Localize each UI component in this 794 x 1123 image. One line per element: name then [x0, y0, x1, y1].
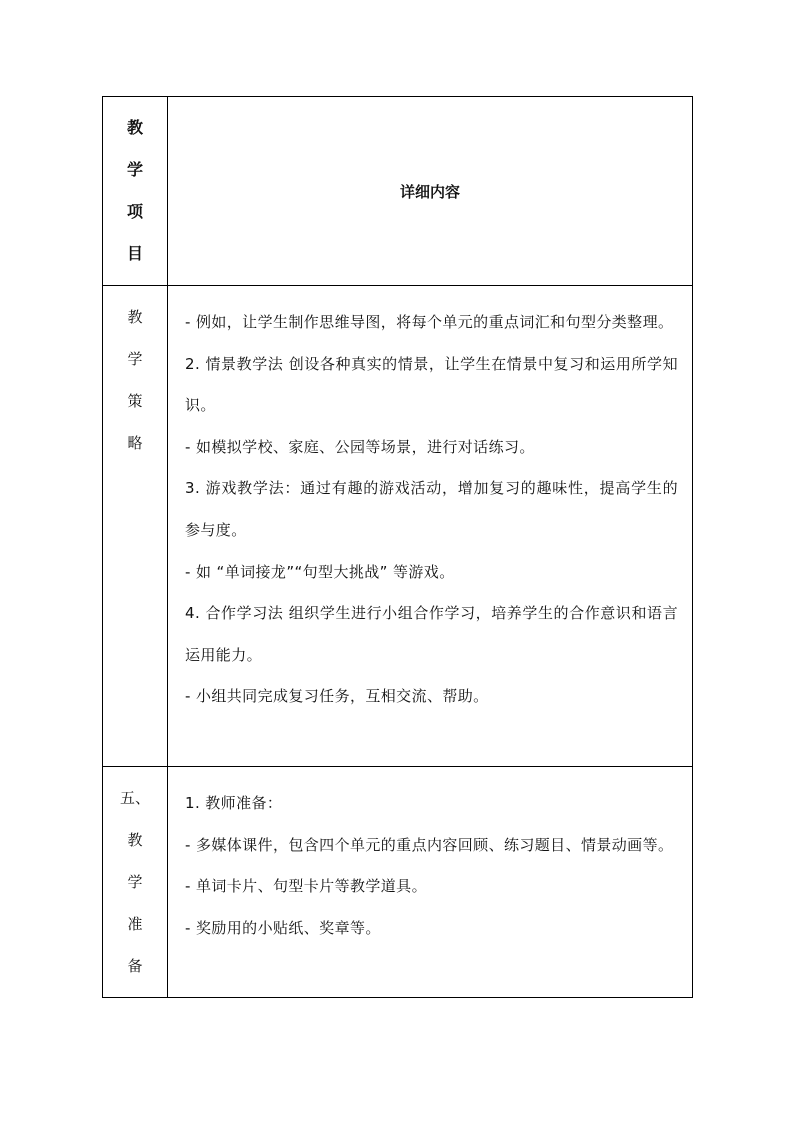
header-label-char: 教 — [126, 118, 143, 137]
header-label-char: 项 — [126, 202, 143, 221]
strategy-line: - 小组共同完成复习任务，互相交流、帮助。 — [185, 687, 489, 706]
strategy-content — [168, 286, 692, 732]
preparation-line: - 奖励用的小贴纸、奖章等。 — [185, 918, 381, 937]
preparation-label-char: 备 — [127, 957, 143, 975]
header-label — [103, 97, 167, 285]
strategy-label — [103, 286, 167, 474]
strategy-label-char: 教 — [127, 308, 143, 326]
strategy-line: 4. 合作学习法 组织学生进行小组合作学习，培养学生的合作意识和语言运用能力。 — [185, 604, 678, 664]
teaching-strategy-row — [103, 286, 693, 767]
preparation-label-char: 教 — [127, 831, 143, 849]
header-label-char: 学 — [126, 160, 143, 179]
preparation-line: - 单词卡片、句型卡片等教学道具。 — [185, 877, 427, 896]
preparation-content-cell — [168, 767, 693, 998]
preparation-line: - 多媒体课件，包含四个单元的重点内容回顾、练习题目、情景动画等。 — [185, 835, 674, 854]
table-header-row — [103, 97, 693, 286]
preparation-label-char: 五、 — [119, 789, 150, 807]
header-label-cell — [103, 97, 168, 286]
preparation-label-char: 准 — [127, 915, 143, 933]
strategy-label-cell — [103, 286, 168, 767]
teaching-preparation-row — [103, 767, 693, 998]
strategy-label-char: 学 — [127, 350, 143, 368]
preparation-content — [168, 767, 692, 963]
strategy-line: - 例如，让学生制作思维导图，将每个单元的重点词汇和句型分类整理。 — [185, 313, 674, 331]
strategy-line: - 如 “单词接龙”“句型大挑战” 等游戏。 — [185, 562, 455, 581]
strategy-label-char: 略 — [127, 434, 143, 452]
preparation-label — [103, 767, 167, 997]
preparation-label-char: 学 — [127, 873, 143, 891]
preparation-line: 1. 教师准备： — [185, 794, 283, 812]
header-content-cell: 详细内容 — [168, 97, 693, 286]
strategy-content-cell — [168, 286, 693, 767]
preparation-label-cell — [103, 767, 168, 998]
header-label-char: 目 — [126, 244, 143, 263]
strategy-label-char: 策 — [127, 392, 143, 410]
strategy-line: 3. 游戏教学法：通过有趣的游戏活动，增加复习的趣味性，提高学生的参与度。 — [185, 479, 678, 539]
lesson-plan-table — [102, 96, 693, 998]
strategy-line: - 如模拟学校、家庭、公园等场景，进行对话练习。 — [185, 437, 535, 456]
strategy-line: 2. 情景教学法 创设各种真实的情景，让学生在情景中复习和运用所学知识。 — [185, 354, 678, 415]
